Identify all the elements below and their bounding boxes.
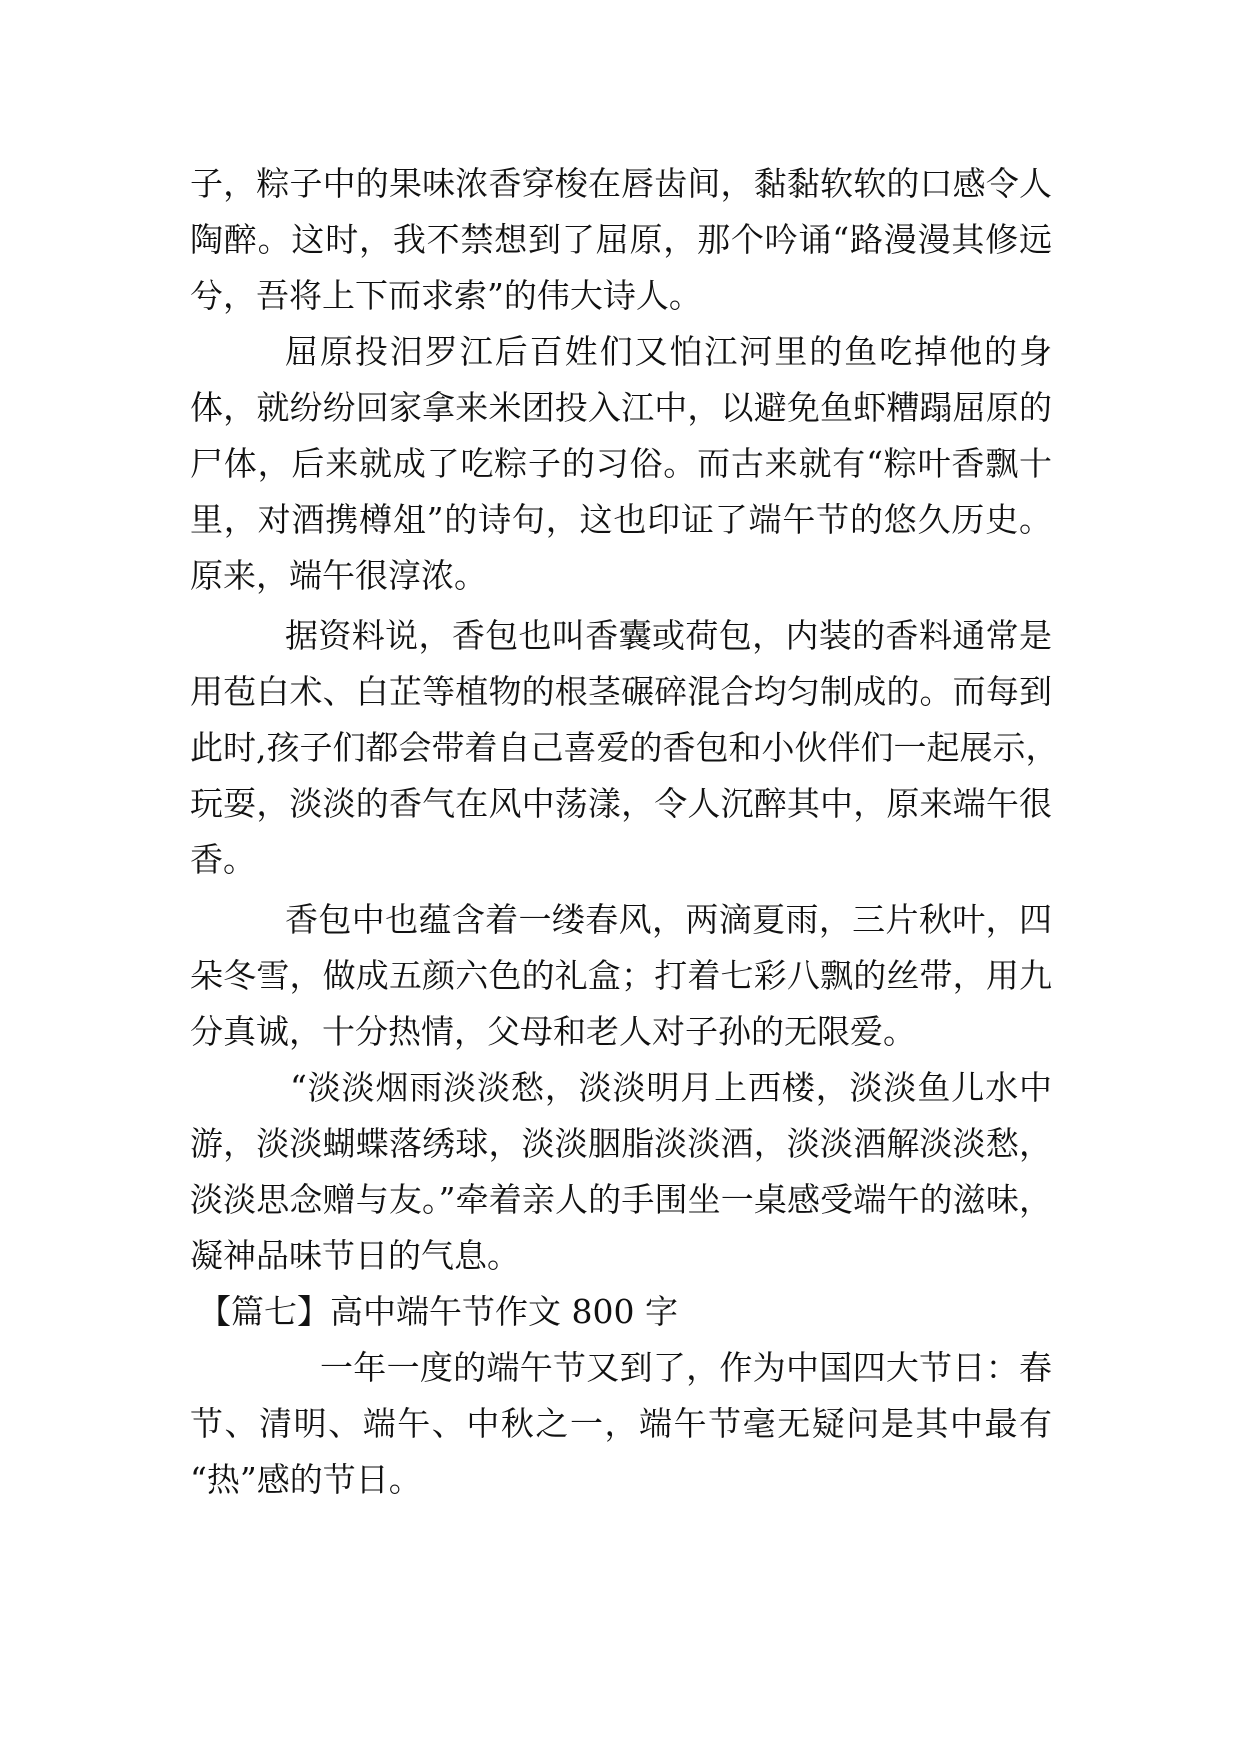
paragraph-line: 用苞白术、白芷等植物的根茎碾碎混合均匀制成的。而每到: [190, 672, 1052, 711]
section-heading: 【篇七】高中端午节作文 800 字: [198, 1292, 678, 1331]
paragraph-line: 里，对酒携樽俎”的诗句，这也印证了端午节的悠久历史。: [190, 500, 1052, 539]
paragraph-line: 玩耍，淡淡的香气在风中荡漾，令人沉醉其中，原来端午很: [190, 784, 1052, 823]
paragraph-line: 香包中也蕴含着一缕春风，两滴夏雨，三片秋叶，四: [285, 900, 1052, 939]
paragraph-line: 屈原投汨罗江后百姓们又怕江河里的鱼吃掉他的身: [285, 332, 1052, 371]
paragraph-line: 香。: [190, 840, 256, 879]
paragraph-line: 尸体，后来就成了吃粽子的习俗。而古来就有“粽叶香飘十: [190, 444, 1052, 483]
paragraph-line: “淡淡烟雨淡淡愁，淡淡明月上西楼，淡淡鱼儿水中: [290, 1068, 1052, 1107]
paragraph-line: 据资料说，香包也叫香囊或荷包，内装的香料通常是: [285, 616, 1052, 655]
paragraph-line: 朵冬雪，做成五颜六色的礼盒；打着七彩八飘的丝带，用九: [190, 956, 1052, 995]
paragraph-line: 凝神品味节日的气息。: [190, 1236, 520, 1275]
paragraph-line: 节、清明、端午、中秋之一，端午节毫无疑问是其中最有: [190, 1404, 1052, 1443]
paragraph-line: 游，淡淡蝴蝶落绣球，淡淡胭脂淡淡酒，淡淡酒解淡淡愁，: [190, 1124, 1052, 1163]
paragraph-line: 兮，吾将上下而求索”的伟大诗人。: [190, 276, 702, 315]
paragraph-line: 一年一度的端午节又到了，作为中国四大节日：春: [320, 1348, 1052, 1387]
paragraph-line: 原来，端午很淳浓。: [190, 556, 487, 595]
paragraph-line: 陶醉。这时，我不禁想到了屈原，那个吟诵“路漫漫其修远: [190, 220, 1052, 259]
paragraph-line: 子，粽子中的果味浓香穿梭在唇齿间，黏黏软软的口感令人: [190, 164, 1052, 203]
paragraph-line: 此时,孩子们都会带着自己喜爱的香包和小伙伴们一起展示，: [190, 728, 1059, 767]
paragraph-line: 淡淡思念赠与友。”牵着亲人的手围坐一桌感受端午的滋味，: [190, 1180, 1052, 1219]
paragraph-line: 分真诚，十分热情，父母和老人对子孙的无限爱。: [190, 1012, 916, 1051]
paragraph-line: “热”感的节日。: [190, 1460, 422, 1499]
paragraph-line: 体，就纷纷回家拿来米团投入江中，以避免鱼虾糟蹋屈原的: [190, 388, 1052, 427]
